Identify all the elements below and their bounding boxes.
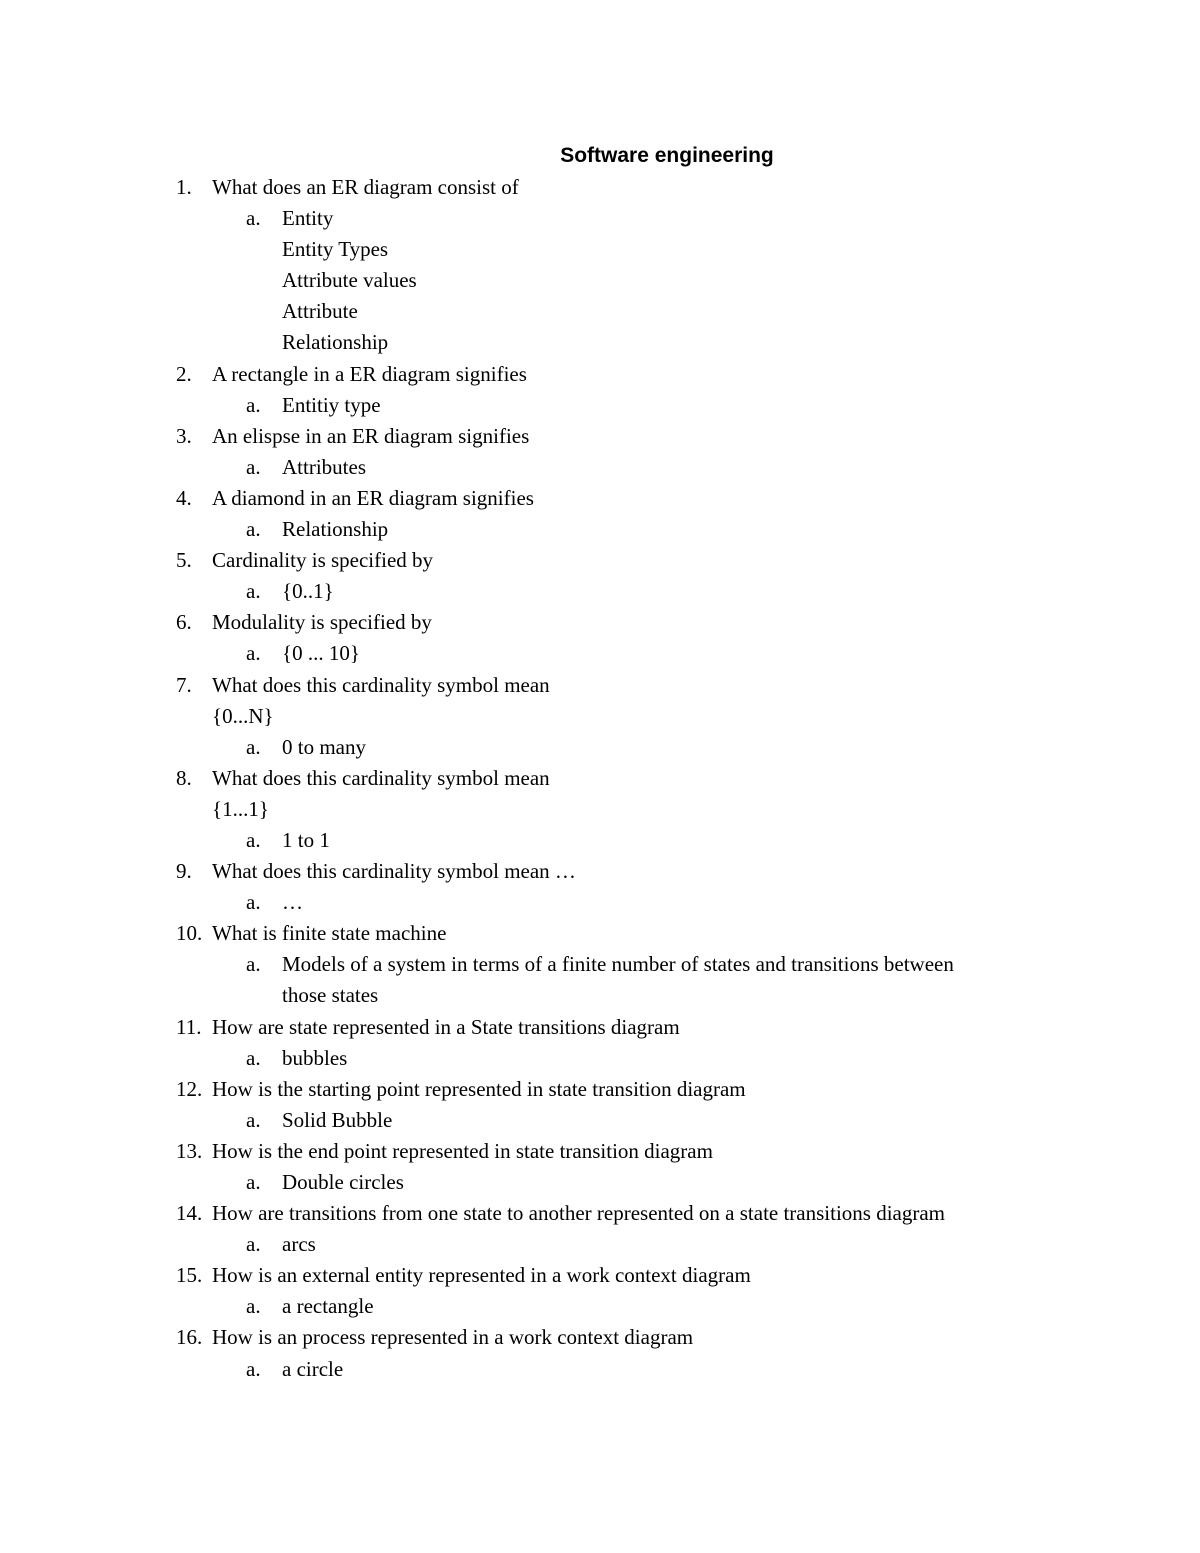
answer-line [0,452,1200,483]
question-line [0,1198,1200,1229]
answer-line [0,576,1200,607]
answer-line [0,887,1200,918]
question-number: 13. [176,1138,203,1163]
document-title: Software engineering [560,144,774,167]
answer-line: those states [282,983,379,1008]
answer-label: a. [246,1232,261,1257]
question-number: 9. [176,859,192,884]
question-continuation: {1...1} [212,796,269,821]
question-text: How are state represented in a State transitions diagram [212,1014,680,1039]
answer-label: a. [246,579,261,604]
question-text: What does an ER diagram consist of [212,175,519,199]
answer-line [0,1354,1200,1385]
answer-text: {0..1} [282,579,334,604]
question-text: How is an process represented in a work context diagram [212,1325,694,1350]
answer-line [0,1229,1200,1260]
answer-line [0,514,1200,545]
question-text: A rectangle in a ER diagram signifies [212,361,527,386]
question-number: 8. [176,765,192,790]
question-number: 12. [176,1076,203,1101]
question-line [0,1136,1200,1167]
answer-label: a. [246,517,261,542]
question-line [0,670,1200,701]
question-text: What does this cardinality symbol mean [212,672,550,697]
question-number: 7. [176,672,192,697]
question-line [0,1322,1200,1353]
question-text: What does this cardinality symbol mean … [212,859,576,884]
question-line [0,359,1200,390]
question-list [0,172,1200,1385]
question-number: 1. [176,175,192,199]
answer-line [0,203,1200,234]
answer-label: a. [246,952,261,977]
answer-text: … [282,890,303,915]
answer-text: Entity [282,206,334,231]
question-number: 10. [176,921,203,946]
answer-line [0,638,1200,669]
answer-label: a. [246,1045,261,1070]
answer-label: a. [246,1294,261,1319]
answer-line [0,390,1200,421]
answer-line [0,1105,1200,1136]
answer-text: Relationship [282,517,389,542]
answer-label: a. [246,1107,261,1132]
answer-text: a circle [282,1356,344,1381]
question-line [0,763,1200,794]
answer-text: Solid Bubble [282,1107,393,1132]
answer-label: a. [246,827,261,852]
question-continuation: {0...N} [212,703,274,728]
question-number: 14. [176,1201,203,1226]
question-text: A diamond in an ER diagram signifies [212,485,534,510]
answer-text: Entitiy type [282,392,381,417]
answer-text: 0 to many [282,734,366,759]
question-number: 15. [176,1263,203,1288]
question-number: 16. [176,1325,203,1350]
answer-label: a. [246,392,261,417]
question-line [0,918,1200,949]
answer-label: a. [246,454,261,479]
question-text: How is the starting point represented in state transition diagram [212,1076,746,1101]
question-text: What does this cardinality symbol mean [212,765,550,790]
answer-line: Relationship [282,330,389,355]
answer-text: Attributes [282,454,366,479]
question-text: Modulality is specified by [212,610,432,635]
answer-line [0,1291,1200,1322]
answer-text: 1 to 1 [282,827,330,852]
question-text: What is finite state machine [212,921,447,946]
answer-text: bubbles [282,1045,348,1070]
question-line [0,856,1200,887]
question-number: 3. [176,423,192,448]
question-number: 6. [176,610,192,635]
question-text: How is an external entity represented in a work context diagram [212,1263,751,1288]
answer-line: Attribute [282,299,358,324]
answer-line [0,732,1200,763]
question-line [0,421,1200,452]
answer-label: a. [246,1170,261,1194]
question-number: 5. [176,548,192,573]
answer-text: a rectangle [282,1294,374,1319]
question-text: An elispse in an ER diagram signifies [212,423,530,448]
question-text: Cardinality is specified by [212,548,434,573]
question-line [0,483,1200,514]
answer-line: Entity Types [282,237,389,262]
answer-text: Models of a system in terms of a finite number of states and transitions between [282,952,954,977]
question-line [0,172,1200,203]
question-line [0,1260,1200,1291]
answer-label: a. [246,206,261,231]
question-number: 2. [176,361,192,386]
answer-text: arcs [282,1232,316,1257]
answer-label: a. [246,1356,261,1381]
question-line [0,607,1200,638]
question-line [0,1012,1200,1043]
answer-line: Attribute values [282,268,417,293]
answer-text: Double circles [282,1170,404,1194]
answer-text: {0 ... 10} [282,641,360,666]
question-text: How are transitions from one state to another represented on a state transitions diagram [212,1201,946,1226]
answer-label: a. [246,734,261,759]
answer-line [0,949,1200,980]
answer-line [0,1043,1200,1074]
answer-label: a. [246,641,261,666]
question-number: 11. [176,1014,202,1039]
question-line [0,1074,1200,1105]
answer-label: a. [246,890,261,915]
question-text: How is the end point represented in state transition diagram [212,1138,713,1163]
question-number: 4. [176,485,192,510]
question-line [0,545,1200,576]
answer-line [0,825,1200,856]
answer-line [0,1167,1200,1198]
